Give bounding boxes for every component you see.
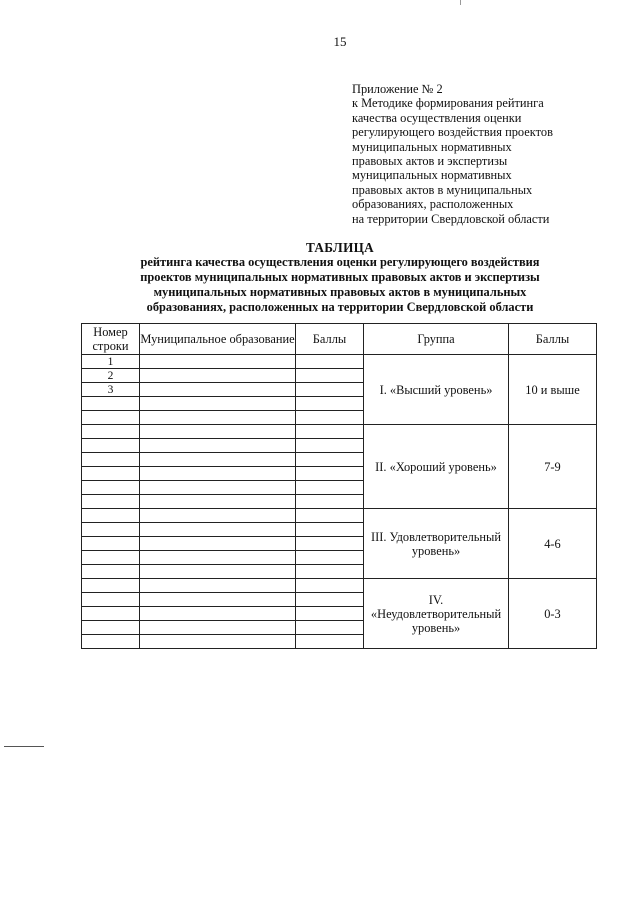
row-number-cell (82, 635, 140, 649)
group-cell: IV. «Неудовлетворительный уровень» (364, 579, 509, 649)
points-cell (296, 551, 364, 565)
title-main: ТАБЛИЦА (305, 240, 375, 255)
points-cell (296, 579, 364, 593)
header-municipality: Муниципальное образование (140, 324, 296, 355)
header-group-points: Баллы (509, 324, 597, 355)
row-number-cell (82, 453, 140, 467)
header-group: Группа (364, 324, 509, 355)
appendix-line: образованиях, расположенных (352, 197, 514, 212)
row-number-cell (82, 621, 140, 635)
municipality-cell (140, 355, 296, 369)
points-cell (296, 439, 364, 453)
group-cell: III. Удовлетворительный уровень» (364, 509, 509, 579)
group-cell: II. «Хороший уровень» (364, 425, 509, 509)
row-number-cell (82, 607, 140, 621)
appendix-line: Приложение № 2 (352, 82, 443, 96)
municipality-cell (140, 635, 296, 649)
group-cell: I. «Высший уровень» (364, 355, 509, 425)
points-cell (296, 481, 364, 495)
appendix-line: муниципальных нормативных (352, 139, 512, 154)
points-cell (296, 495, 364, 509)
municipality-cell (140, 453, 296, 467)
row-number-cell: 2 (82, 369, 140, 383)
points-cell (296, 355, 364, 369)
municipality-cell (140, 551, 296, 565)
row-number-cell (82, 481, 140, 495)
appendix-line: к Методике формирования рейтинга (352, 96, 544, 111)
points-cell (296, 537, 364, 551)
document-title (70, 240, 610, 315)
row-number-cell (82, 397, 140, 411)
row-number-cell (82, 425, 140, 439)
municipality-cell (140, 397, 296, 411)
municipality-cell (140, 439, 296, 453)
table-row (82, 355, 597, 369)
row-number-cell: 1 (82, 355, 140, 369)
appendix-line: правовых актов в муниципальных (352, 182, 533, 197)
municipality-cell (140, 383, 296, 397)
points-cell (296, 467, 364, 481)
row-number-cell (82, 439, 140, 453)
row-number-cell (82, 579, 140, 593)
header-row-number: Номер строки (82, 324, 140, 355)
appendix-line: регулирующего воздействия проектов (352, 125, 553, 140)
points-cell (296, 607, 364, 621)
row-number-cell (82, 467, 140, 481)
municipality-cell (140, 523, 296, 537)
appendix-line: качества осуществления оценки (352, 110, 522, 125)
municipality-cell (140, 495, 296, 509)
points-cell (296, 397, 364, 411)
group-points-cell: 0-3 (509, 579, 597, 649)
top-tick-mark (460, 0, 461, 5)
municipality-cell (140, 565, 296, 579)
row-number-cell (82, 509, 140, 523)
title-line: образованиях, расположенных на территории Свердловской области (146, 300, 534, 314)
appendix-line: на территории Свердловской области (352, 211, 550, 226)
municipality-cell (140, 481, 296, 495)
municipality-cell (140, 593, 296, 607)
points-cell (296, 593, 364, 607)
points-cell (296, 453, 364, 467)
appendix-line: правовых актов и экспертизы (352, 154, 508, 169)
row-number-cell (82, 551, 140, 565)
points-cell (296, 411, 364, 425)
row-number-cell (82, 537, 140, 551)
page-number: 15 (333, 34, 347, 49)
row-number-cell (82, 495, 140, 509)
appendix-line: муниципальных нормативных (352, 168, 512, 183)
points-cell (296, 383, 364, 397)
municipality-cell (140, 621, 296, 635)
title-line: рейтинга качества осуществления оценки регулирующего воздействия (140, 255, 540, 269)
municipality-cell (140, 369, 296, 383)
points-cell (296, 425, 364, 439)
rating-table (81, 323, 596, 649)
table-header-row (82, 324, 597, 355)
header-points: Баллы (296, 324, 364, 355)
title-line: муниципальных нормативных правовых актов в муниципальных (153, 285, 527, 299)
group-points-cell: 4-6 (509, 509, 597, 579)
points-cell (296, 565, 364, 579)
group-points-cell: 7-9 (509, 425, 597, 509)
points-cell (296, 635, 364, 649)
municipality-cell (140, 579, 296, 593)
row-number-cell (82, 523, 140, 537)
points-cell (296, 509, 364, 523)
municipality-cell (140, 467, 296, 481)
margin-line (4, 746, 44, 747)
table-row (82, 425, 597, 439)
table-row (82, 579, 597, 593)
municipality-cell (140, 411, 296, 425)
group-points-cell: 10 и выше (509, 355, 597, 425)
points-cell (296, 621, 364, 635)
row-number-cell: 3 (82, 383, 140, 397)
appendix-note (352, 82, 622, 226)
points-cell (296, 523, 364, 537)
row-number-cell (82, 411, 140, 425)
municipality-cell (140, 509, 296, 523)
municipality-cell (140, 607, 296, 621)
title-line: проектов муниципальных нормативных правовых актов и экспертизы (140, 270, 540, 284)
municipality-cell (140, 537, 296, 551)
table-row (82, 509, 597, 523)
points-cell (296, 369, 364, 383)
municipality-cell (140, 425, 296, 439)
row-number-cell (82, 593, 140, 607)
row-number-cell (82, 565, 140, 579)
